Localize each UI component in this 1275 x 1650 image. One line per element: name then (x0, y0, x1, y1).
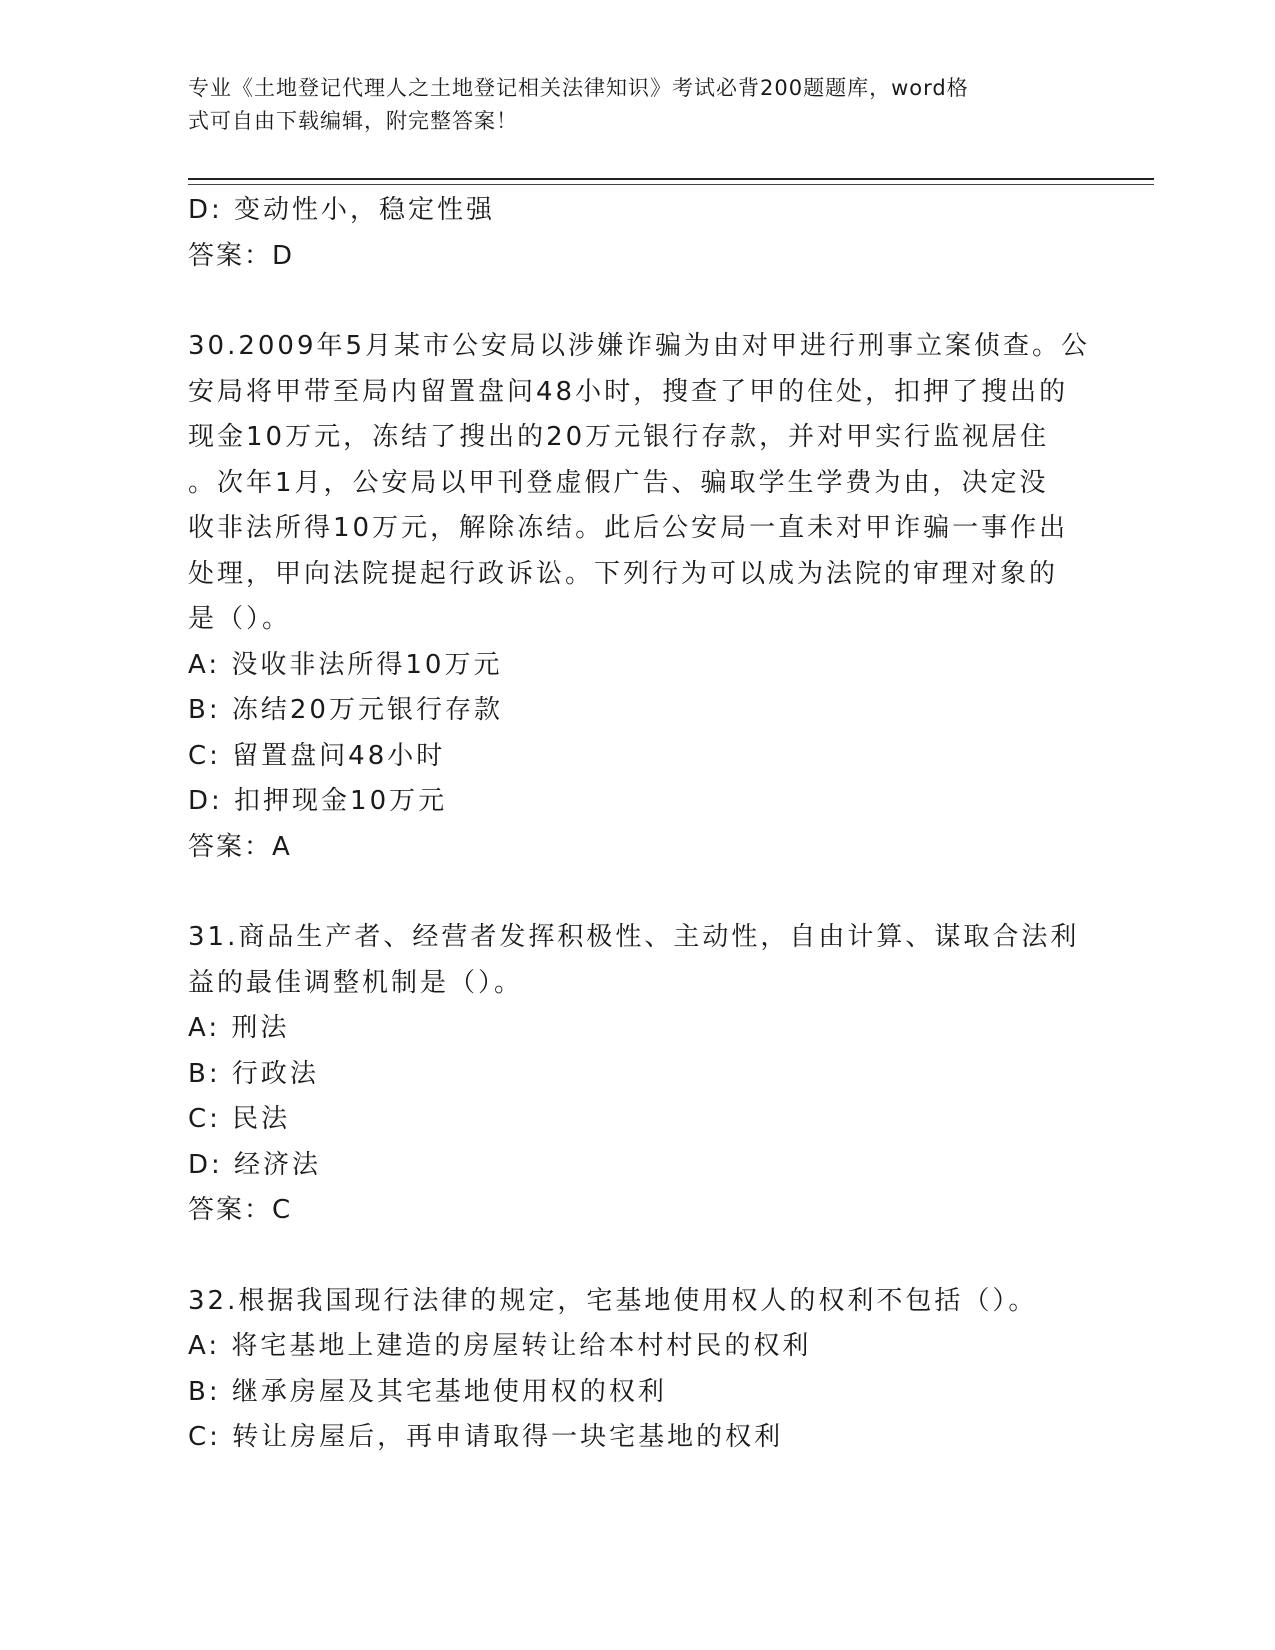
question-text-line: 30.2009年5月某市公安局以涉嫌诈骗为由对甲进行刑事立案侦查。公 (188, 331, 1091, 361)
question-29-tail (188, 188, 1088, 279)
question-text-line: 安局将甲带至局内留置盘问48小时，搜查了甲的住处，扣押了搜出的 (188, 376, 1069, 407)
option-d: D: 扣押现金10万元 (188, 786, 448, 816)
option-b: B: 冻结20万元银行存款 (188, 695, 503, 725)
spacer (188, 279, 1088, 324)
question-text-line: 处理，甲向法院提起行政诉讼。下列行为可以成为法院的审理对象的 (188, 558, 1059, 589)
option-a: A: 没收非法所得10万元 (188, 649, 503, 680)
question-text-line: 现金10万元，冻结了搜出的20万元银行存款，并对甲实行监视居住 (188, 422, 1050, 452)
answer: 答案：C (188, 1195, 293, 1225)
header-line-1: 专业《土地登记代理人之土地登记相关法律知识》考试必背200题题库，word格 (188, 76, 969, 100)
option-c: C: 民法 (188, 1104, 291, 1134)
question-31 (188, 915, 1088, 1234)
option-a: A: 将宅基地上建造的房屋转让给本村村民的权利 (188, 1331, 812, 1361)
option-b: B: 继承房屋及其宅基地使用权的权利 (188, 1376, 667, 1407)
option-d: D: 经济法 (188, 1149, 322, 1180)
option-a: A: 刑法 (188, 1013, 290, 1043)
question-30 (188, 324, 1091, 870)
question-text-line: 31.商品生产者、经营者发挥积极性、主动性，自由计算、谋取合法利 (188, 922, 1080, 952)
document-header (188, 72, 1068, 138)
question-text-line: 。次年1月，公安局以甲刊登虚假广告、骗取学生学费为由，决定没 (188, 467, 1049, 498)
header-line-2: 式可自由下载编辑，附完整答案！ (188, 109, 518, 133)
question-32 (188, 1279, 1088, 1461)
question-text-line: 收非法所得10万元，解除冻结。此后公安局一直未对甲诈骗一事作出 (188, 513, 1069, 543)
answer: 答案：A (188, 831, 292, 862)
answer: 答案：D (188, 240, 295, 271)
option-b: B: 行政法 (188, 1058, 319, 1089)
header-rule-thick (188, 178, 1154, 180)
document-body (188, 188, 1091, 1461)
question-text-line: 益的最佳调整机制是（）。 (188, 967, 524, 998)
question-text-line: 32.根据我国现行法律的规定，宅基地使用权人的权利不包括（）。 (188, 1285, 1038, 1316)
spacer (188, 1234, 1088, 1279)
option-c: C: 留置盘问48小时 (188, 740, 446, 771)
spacer (188, 870, 1088, 915)
header-rule-thin (188, 184, 1154, 185)
option-c: C: 转让房屋后，再申请取得一块宅基地的权利 (188, 1422, 784, 1452)
option-d: D: 变动性小，稳定性强 (188, 195, 496, 225)
question-text-line: 是（）。 (188, 604, 292, 634)
